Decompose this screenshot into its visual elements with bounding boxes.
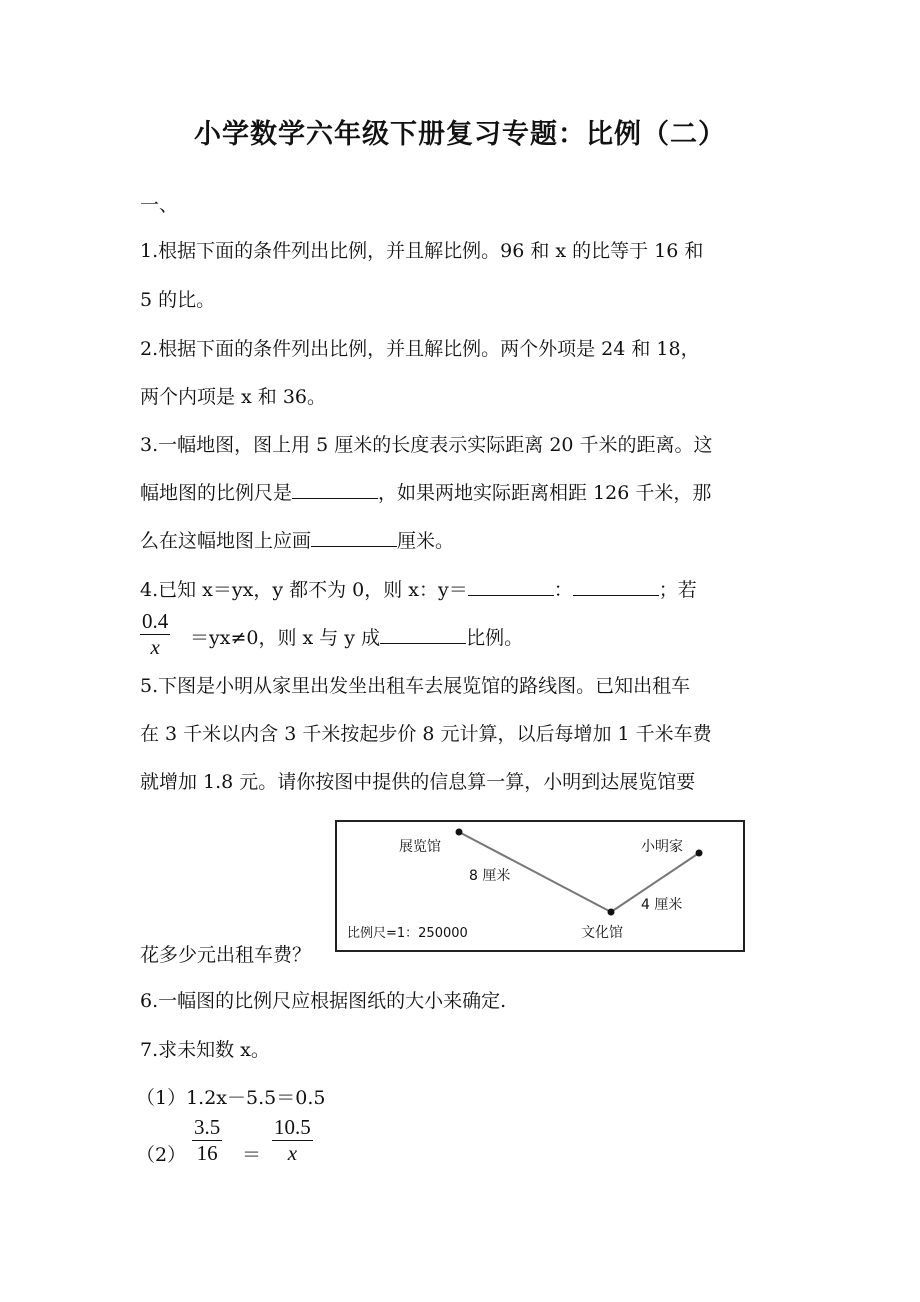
culture-label: 文化馆 bbox=[581, 925, 623, 941]
q3-blank-scale[interactable] bbox=[292, 480, 378, 499]
q4-blank-relation[interactable] bbox=[380, 625, 466, 644]
q4-blank-y[interactable] bbox=[573, 577, 659, 596]
q7-left-denominator: 16 bbox=[196, 1141, 218, 1165]
q4-text-3: ；若 bbox=[658, 579, 697, 601]
section-heading: 一、 bbox=[140, 194, 179, 216]
q5-line1: 5.下图是小明从家里出发坐出租车去展览馆的路线图。已知出租车 bbox=[140, 675, 691, 697]
q5-line2: 在 3 千米以内含 3 千米按起步价 8 元计算，以后每增加 1 千米车费 bbox=[140, 723, 712, 745]
distance-label-8cm: 8 厘米 bbox=[469, 868, 511, 884]
q3-line3 bbox=[140, 526, 454, 553]
q4-line1 bbox=[140, 575, 697, 602]
q7-equals: ＝ bbox=[242, 1144, 262, 1166]
page-title: 小学数学六年级下册复习专题：比例（二） bbox=[194, 119, 726, 150]
scale-label: 比例尺=1：250000 bbox=[347, 926, 468, 941]
home-point-icon bbox=[696, 850, 703, 857]
q4-text-2: ： bbox=[553, 579, 573, 601]
q4-text-5: 比例。 bbox=[466, 627, 524, 649]
q7-sub1: （1）1.2x－5.5＝0.5 bbox=[136, 1087, 326, 1109]
q4-line2 bbox=[190, 623, 523, 650]
q2-line1: 2.根据下面的条件列出比例，并且解比例。两个外项是 24 和 18， bbox=[140, 338, 700, 360]
q3-line2-text-a: 幅地图的比例尺是 bbox=[140, 482, 293, 504]
q5-line4: 花多少元出租车费？ bbox=[140, 944, 312, 966]
q7-right-denominator: x bbox=[287, 1141, 298, 1165]
q7-left-numerator: 3.5 bbox=[194, 1115, 221, 1139]
q4-fraction-denominator: x bbox=[150, 635, 160, 659]
q7-title: 7.求未知数 x。 bbox=[140, 1039, 270, 1061]
distance-label-4cm: 4 厘米 bbox=[641, 897, 683, 913]
q3-line3-text-b: 厘米。 bbox=[397, 530, 455, 552]
q7-right-numerator: 10.5 bbox=[274, 1115, 311, 1139]
q4-text-4: ＝yx≠0，则 x 与 y 成 bbox=[190, 627, 381, 649]
q4-fraction-numerator: 0.4 bbox=[142, 609, 169, 633]
route-map-svg bbox=[337, 822, 743, 950]
q4-fraction bbox=[140, 611, 170, 658]
home-label: 小明家 bbox=[641, 839, 683, 855]
q3-blank-distance[interactable] bbox=[311, 528, 397, 547]
q3-line2-text-b: ，如果两地实际距离相距 126 千米，那 bbox=[378, 482, 712, 504]
exhibition-point-icon bbox=[456, 829, 463, 836]
exhibition-label: 展览馆 bbox=[399, 839, 441, 855]
q1-line1: 1.根据下面的条件列出比例，并且解比例。96 和 x 的比等于 16 和 bbox=[140, 240, 704, 262]
route-map bbox=[335, 820, 745, 952]
q6-text: 6.一幅图的比例尺应根据图纸的大小来确定. bbox=[140, 990, 507, 1012]
culture-point-icon bbox=[608, 909, 615, 916]
q2-line2: 两个内项是 x 和 36。 bbox=[140, 386, 327, 408]
q1-line2: 5 的比。 bbox=[140, 289, 216, 311]
q7-right-fraction bbox=[272, 1117, 313, 1164]
q5-line3: 就增加 1.8 元。请你按图中提供的信息算一算，小明到达展览馆要 bbox=[140, 771, 696, 793]
q7-left-fraction bbox=[192, 1117, 222, 1164]
q4-text-1: 4.已知 x＝yx，y 都不为 0，则 x：y＝ bbox=[140, 579, 468, 601]
q7-sub2-label: （2） bbox=[136, 1144, 187, 1166]
q3-line2 bbox=[140, 478, 711, 505]
q3-line3-text-a: 么在这幅地图上应画 bbox=[140, 530, 312, 552]
q4-blank-x[interactable] bbox=[468, 577, 554, 596]
q3-line1: 3.一幅地图，图上用 5 厘米的长度表示实际距离 20 千米的距离。这 bbox=[140, 434, 713, 456]
